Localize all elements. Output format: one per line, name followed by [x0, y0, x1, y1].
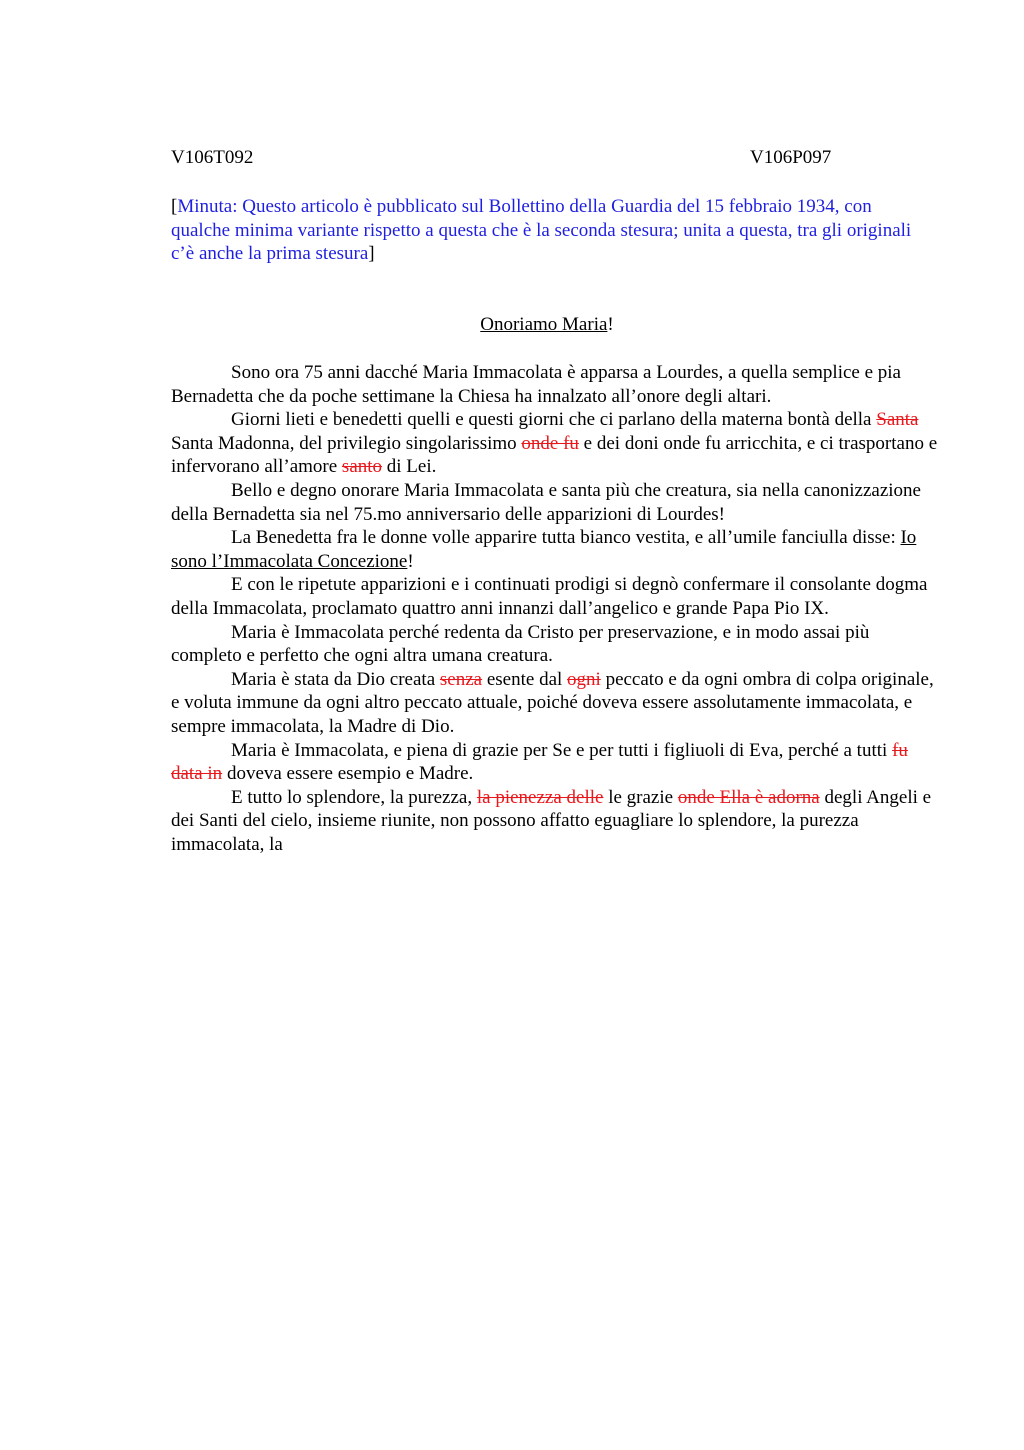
text-run: Maria è stata da Dio creata [231, 668, 440, 690]
text-run: esente dal [482, 668, 568, 690]
deleted-text: Santa [876, 409, 919, 431]
underlined-quote: Io sono l’Immacolata Concezione [171, 527, 917, 572]
article-title-punct: ! [607, 314, 614, 335]
text-run: doveva essere esempio e Madre. [222, 763, 474, 785]
deleted-text: senza [439, 668, 483, 690]
text-run: di Lei. [382, 456, 437, 478]
editorial-note [171, 195, 931, 266]
article-body [171, 361, 941, 856]
paragraph-1: Sono ora 75 anni dacché Maria Immacolata è apparsa a Lourdes, a quella semplice e pia Bernadetta che da poche settimane la Chiesa ha innalzato all’onore degli altari. [171, 362, 901, 407]
text-run: degli Angeli e dei Santi del cielo, insieme riunite, non possono affatto eguagliare lo splendore, la purezza immacolata, la [171, 786, 932, 855]
document-code-left: V106T092 [171, 147, 254, 168]
note-text: Minuta: Questo articolo è pubblicato sul Bollettino della Guardia del 15 febbraio 1934, con qualche minima variante rispetto a questa che è la seconda stesura; unita a questa, tra gli originali c’è anche la prima stesura [171, 196, 912, 265]
deleted-text: la pienezza delle [476, 786, 604, 808]
note-close-bracket: ] [368, 243, 375, 265]
paragraph-4 [171, 526, 941, 573]
deleted-text: fu data in [171, 739, 908, 785]
deleted-text: ogni [567, 668, 601, 690]
text-run: Giorni lieti e benedetti quelli e questi giorni che ci parlano della materna bontà della [231, 409, 877, 431]
text-run: peccato e da ogni ombra di colpa originale, e voluta immune da ogni altro peccato attuale, poiché doveva essere assolutamente immacolata, e sempre immacolata, la Madre di Dio. [171, 668, 934, 737]
text-run: Maria è Immacolata, e piena di grazie per Se e per tutti i figliuoli di Eva, perché a tutti [231, 739, 893, 761]
deleted-text: santo [341, 456, 383, 478]
paragraph-9 [171, 786, 941, 857]
paragraph-6: Maria è Immacolata perché redenta da Cristo per preservazione, e in modo assai più completo e perfetto che ogni altra umana creatura. [171, 621, 870, 667]
paragraph-8 [171, 739, 941, 786]
article-title [0, 313, 1024, 337]
text-run: le grazie [603, 786, 678, 808]
text-run: ! [407, 550, 414, 572]
text-run: Santa Madonna, del privilegio singolarissimo [171, 432, 522, 454]
paragraph-3: Bello e degno onorare Maria Immacolata e santa più che creatura, sia nella canonizzazione della Bernadetta sia nel 75.mo anniversario delle apparizioni di Lourdes! [171, 479, 921, 525]
document-code-right: V106P097 [750, 147, 832, 168]
text-run: La Benedetta fra le donne volle apparire tutta bianco vestita, e all’umile fanciulla disse: [231, 527, 901, 549]
paragraph-5: E con le ripetute apparizioni e i continuati prodigi si degnò confermare il consolante dogma della Immacolata, proclamato quattro anni innanzi dall’angelico e grande Papa Pio IX. [171, 574, 928, 619]
paragraph-7 [171, 668, 941, 739]
article-title-text: Onoriamo Maria [480, 314, 608, 335]
paragraph-2 [171, 408, 941, 479]
note-open-bracket: [ [171, 196, 178, 217]
deleted-text: onde Ella è adorna [677, 786, 820, 808]
text-run: e dei doni onde fu arricchita, e ci trasportano e infervorano all’amore [171, 432, 938, 478]
deleted-text: onde fu [521, 432, 579, 454]
text-run: E tutto lo splendore, la purezza, [231, 786, 477, 808]
